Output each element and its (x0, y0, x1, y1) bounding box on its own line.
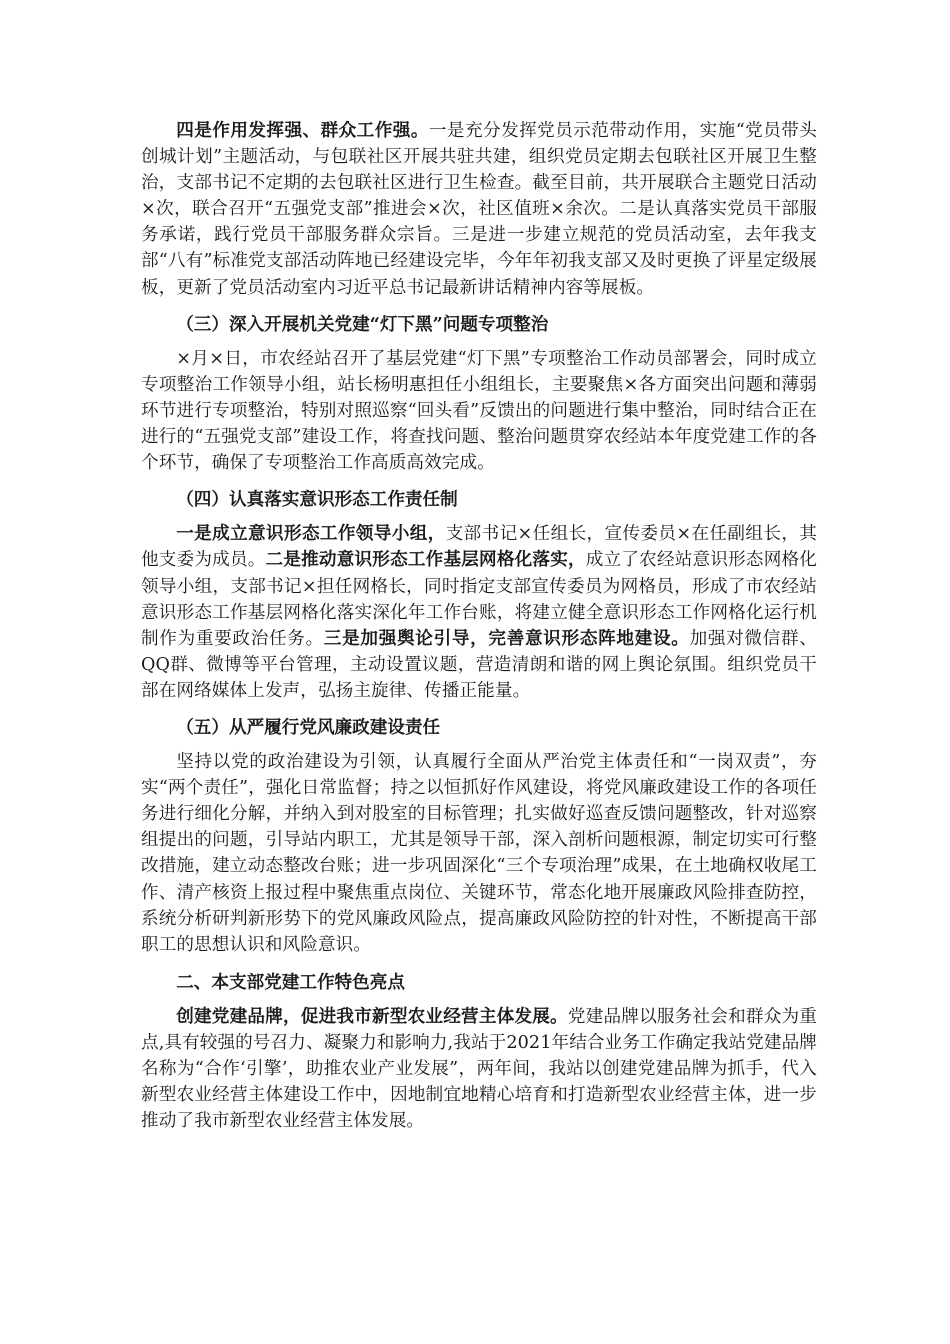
section-heading-5: （五）从严履行党风廉政建设责任 (176, 716, 441, 738)
paragraph-bold-3: 三是加强舆论引导，完善意识形态阵地建设。 (323, 627, 690, 649)
paragraph-rectification: ×月×日，市农经站召开了基层党建“灯下黑”专项整治工作动员部署会，同时成立专项整治工作领导小组，站长杨明惠担任小组组长，主要聚焦×各方面突出问题和薄弱环节进行专项整治，特别对照巡察“回头看”反馈出的问题进行集中整治，同时结合正在进行的“五强党支部”建设工作，将查找问题、整治问题贯穿农经站本年度党建工作的各个环节，确保了专项整治工作高质高效完成。 (141, 348, 817, 474)
paragraph-body: 党建品牌以服务社会和群众为重点,具有较强的号召力、凝聚力和影响力,我站于2021年结合业务工作确定我站党建品牌名称为“合作‘引擎’，助推农业产业发展”，两年间，我站以创建党建品牌为抓手，代入新型农业经营主体建设工作中，因地制宜地精心培育和打造新型农业经营主体，进一步推动了我市新型农业经营主体发展。 (141, 1006, 817, 1132)
paragraph-lead: 创建党建品牌，促进我市新型农业经营主体发展。 (176, 1005, 568, 1027)
section-heading-4: （四）认真落实意识形态工作责任制 (176, 489, 458, 511)
section-heading-3: （三）深入开展机关党建“灯下黑”问题专项整治 (176, 313, 549, 335)
paragraph-body: 一是充分发挥党员示范带动作用，实施“党员带头创城计划”主题活动，与包联社区开展共驻共建，组织党员定期去包联社区开展卫生整治，支部书记不定期的去包联社区进行卫生检查。截至目前，共开展联合主题党日活动×次，联合召开“五强党支部”推进会×次，社区值班×余次。二是认真落实党员干部服务承诺，践行党员干部服务群众宗旨。三是进一步建立规范的党员活动室，去年我支部“八有”标准党支部活动阵地已经建设完毕，今年年初我支部又及时更换了评星定级展板，更新了党员活动室内习近平总书记最新讲话精神内容等展板。 (141, 121, 817, 298)
paragraph-bold-2: 二是推动意识形态工作基层网格化落实， (265, 549, 586, 571)
paragraph-brand (141, 1004, 817, 1134)
paragraph-bold-1: 一是成立意识形态工作领导小组， (176, 523, 446, 545)
paragraph-ideology (141, 521, 817, 704)
paragraph-text-1: 支部书记×任组长，宣传委员×在任副组长，其他支委为成员。 (141, 524, 817, 571)
document-page (141, 118, 817, 1134)
paragraph-integrity: 坚持以党的政治建设为引领，认真履行全面从严治党主体责任和“一岗双责”，夯实“两个责任”，强化日常监督；持之以恒抓好作风建设，将党风廉政建设工作的各项任务进行细化分解，并纳入到对股室的目标管理；扎实做好巡查反馈问题整改，针对巡察组提出的问题，引导站内职工，尤其是领导干部，深入剖析问题根源，制定切实可行整改措施，建立动态整改台账；进一步巩固深化“三个专项治理”成果，在土地确权收尾工作、清产核资上报过程中聚焦重点岗位、关键环节，常态化地开展廉政风险排查防控，系统分析研判新形势下的党风廉政风险点，提高廉政风险防控的针对性，不断提高干部职工的思想认识和风险意识。 (141, 752, 817, 955)
paragraph-text-3: 加强对微信群、QQ群、微博等平台管理，主动设置议题，营造清朗和谐的网上舆论氛围。组织党员干部在网络媒体上发声，弘扬主旋律、传播正能量。 (141, 628, 817, 701)
paragraph-text-2: 成立了农经站意识形态网格化领导小组，支部书记×担任网格长，同时指定支部宣传委员为网格员，形成了市农经站意识形态工作基层网格化落实深化年工作台账，将建立健全意识形态工作网格化运行机制作为重要政治任务。 (141, 550, 817, 649)
paragraph-lead: 四是作用发挥强、群众工作强。 (176, 120, 429, 141)
chapter-heading-2: 二、本支部党建工作特色亮点 (176, 971, 405, 993)
paragraph-work-strength (141, 118, 817, 301)
